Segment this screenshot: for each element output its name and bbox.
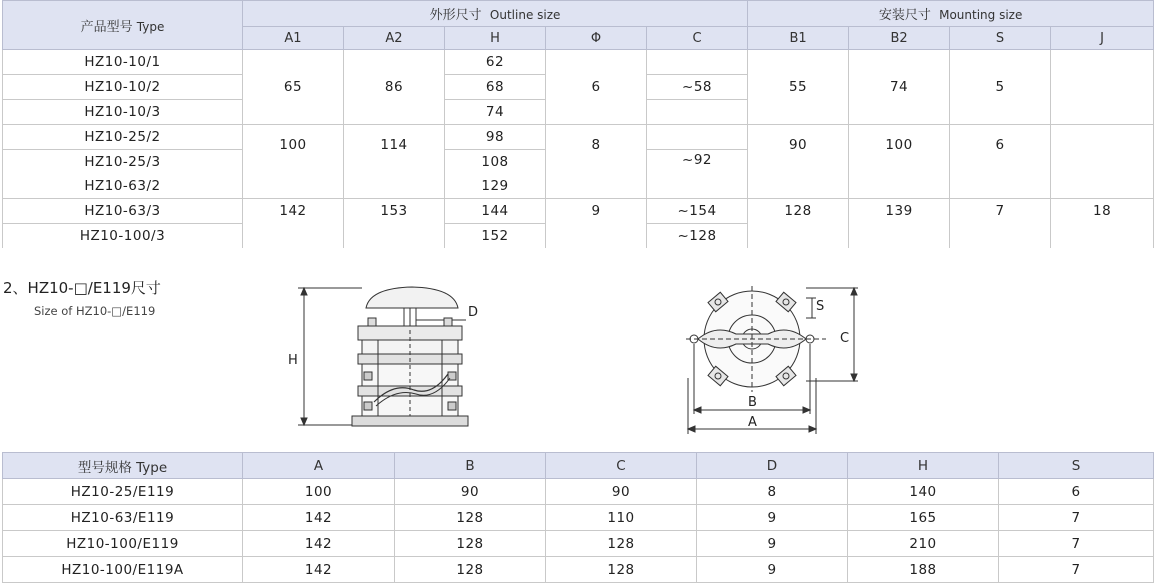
- model-cell: HZ10-100/3: [3, 224, 243, 249]
- model-cell: HZ10-25/E119: [3, 479, 243, 505]
- label-d: D: [468, 305, 479, 320]
- col-header-c: C: [647, 27, 748, 50]
- model-cell: HZ10-10/3: [3, 100, 243, 125]
- h-cell: 165: [848, 505, 999, 531]
- e119-size-table: [2, 452, 1154, 583]
- c-cell: 128: [546, 531, 697, 557]
- outline-size-header: [243, 1, 748, 27]
- table-row: [3, 479, 1154, 505]
- model-cell: HZ10-10/1: [3, 50, 243, 75]
- model-cell: HZ10-10/2: [3, 75, 243, 100]
- a-cell: 142: [243, 557, 395, 583]
- s-cell: 7: [999, 505, 1154, 531]
- col-header-s: S: [999, 453, 1154, 479]
- d-cell: 9: [697, 505, 848, 531]
- mounting-size-header: [748, 1, 1154, 27]
- b-cell: 90: [395, 479, 546, 505]
- c-cell: 128: [546, 557, 697, 583]
- c-cell-empty: [647, 125, 748, 150]
- b-cell: 128: [395, 505, 546, 531]
- j-cell-empty: [1051, 50, 1154, 125]
- a2-cell: 86: [344, 50, 445, 125]
- c-cell: ~92: [647, 150, 748, 199]
- b-cell: 128: [395, 531, 546, 557]
- phi-cell: 6: [546, 50, 647, 125]
- c-cell: ~154: [647, 199, 748, 224]
- model-cell: HZ10-63/E119: [3, 505, 243, 531]
- h-cell: 210: [848, 531, 999, 557]
- section-subtitle: Size of HZ10-□/E119: [34, 304, 156, 318]
- h-cell: 129: [445, 174, 546, 199]
- model-cell: HZ10-63/2: [3, 174, 243, 199]
- c-cell: ~128: [647, 224, 748, 249]
- col-header-b1: B1: [748, 27, 849, 50]
- a-cell: 142: [243, 505, 395, 531]
- model-cell: HZ10-100/E119: [3, 531, 243, 557]
- label-c: C: [840, 331, 850, 346]
- b1-cell: 55: [748, 50, 849, 125]
- s-cell: 7: [999, 531, 1154, 557]
- col-header-phi: Φ: [546, 27, 647, 50]
- c-cell: ~58: [647, 75, 748, 100]
- top-view-diagram: [676, 278, 876, 438]
- col-header-b2: B2: [849, 27, 950, 50]
- col-header-c: C: [546, 453, 697, 479]
- h-cell: 98: [445, 125, 546, 150]
- b1-cell: 128: [748, 199, 849, 249]
- table-row: [3, 557, 1154, 583]
- c-cell: 90: [546, 479, 697, 505]
- col-header-j: J: [1051, 27, 1154, 50]
- phi-cell: 9: [546, 199, 647, 249]
- a1-cell: 142: [243, 199, 344, 249]
- s-cell: 5: [950, 50, 1051, 125]
- c-cell: 110: [546, 505, 697, 531]
- h-cell: 144: [445, 199, 546, 224]
- s-cell: 7: [999, 557, 1154, 583]
- table-row: [3, 505, 1154, 531]
- outline-header-en: Outline size: [489, 8, 561, 22]
- model-cell: HZ10-25/2: [3, 125, 243, 150]
- s-cell: 6: [999, 479, 1154, 505]
- a-cell: 100: [243, 479, 395, 505]
- type-header: [3, 1, 243, 50]
- d-cell: 9: [697, 557, 848, 583]
- col-header-b: B: [395, 453, 546, 479]
- b-cell: 128: [395, 557, 546, 583]
- h-cell: 140: [848, 479, 999, 505]
- h-cell: 152: [445, 224, 546, 249]
- a2-cell: 153: [344, 199, 445, 249]
- s-cell: 6: [950, 125, 1051, 199]
- col-header-a2: A2: [344, 27, 445, 50]
- c-cell-empty: [647, 100, 748, 125]
- c-cell-empty: [647, 50, 748, 75]
- section-title: 2、HZ10-□/E119尺寸: [3, 279, 161, 297]
- a2-cell: 114: [344, 125, 445, 199]
- a1-cell: 65: [243, 50, 344, 125]
- type-header-en: Type: [136, 19, 165, 34]
- s-cell: 7: [950, 199, 1051, 249]
- a1-cell: 100: [243, 125, 344, 199]
- mounting-header-en: Mounting size: [939, 8, 1023, 22]
- col-header-a: A: [243, 453, 395, 479]
- h-cell: 108: [445, 150, 546, 175]
- h-cell: 62: [445, 50, 546, 75]
- b1-cell: 90: [748, 125, 849, 199]
- d-cell: 9: [697, 531, 848, 557]
- label-a: A: [748, 415, 757, 430]
- d-cell: 8: [697, 479, 848, 505]
- model-cell: HZ10-63/3: [3, 199, 243, 224]
- col-header-a1: A1: [243, 27, 344, 50]
- model-cell: HZ10-100/E119A: [3, 557, 243, 583]
- b2-cell: 139: [849, 199, 950, 249]
- h-cell: 188: [848, 557, 999, 583]
- side-view-diagram: [282, 278, 492, 430]
- j-cell: 18: [1051, 199, 1154, 249]
- b2-cell: 74: [849, 50, 950, 125]
- phi-cell: 8: [546, 125, 647, 199]
- dimensions-table: [2, 0, 1154, 248]
- col-header-s: S: [950, 27, 1051, 50]
- a-cell: 142: [243, 531, 395, 557]
- table-row: [3, 531, 1154, 557]
- label-b: B: [748, 395, 757, 410]
- col-header-d: D: [697, 453, 848, 479]
- h-cell: 68: [445, 75, 546, 100]
- col-header-h: H: [848, 453, 999, 479]
- b2-cell: 100: [849, 125, 950, 199]
- j-cell-empty: [1051, 125, 1154, 199]
- label-s: S: [816, 299, 825, 314]
- h-cell: 74: [445, 100, 546, 125]
- label-h: H: [288, 353, 298, 368]
- col-header-h: H: [445, 27, 546, 50]
- mounting-header-cn: 安装尺寸: [878, 8, 931, 23]
- model-cell: HZ10-25/3: [3, 150, 243, 175]
- outline-header-cn: 外形尺寸: [429, 8, 482, 23]
- type-header-cn: 产品型号: [80, 19, 133, 35]
- col-header-type: 型号规格 Type: [3, 453, 243, 479]
